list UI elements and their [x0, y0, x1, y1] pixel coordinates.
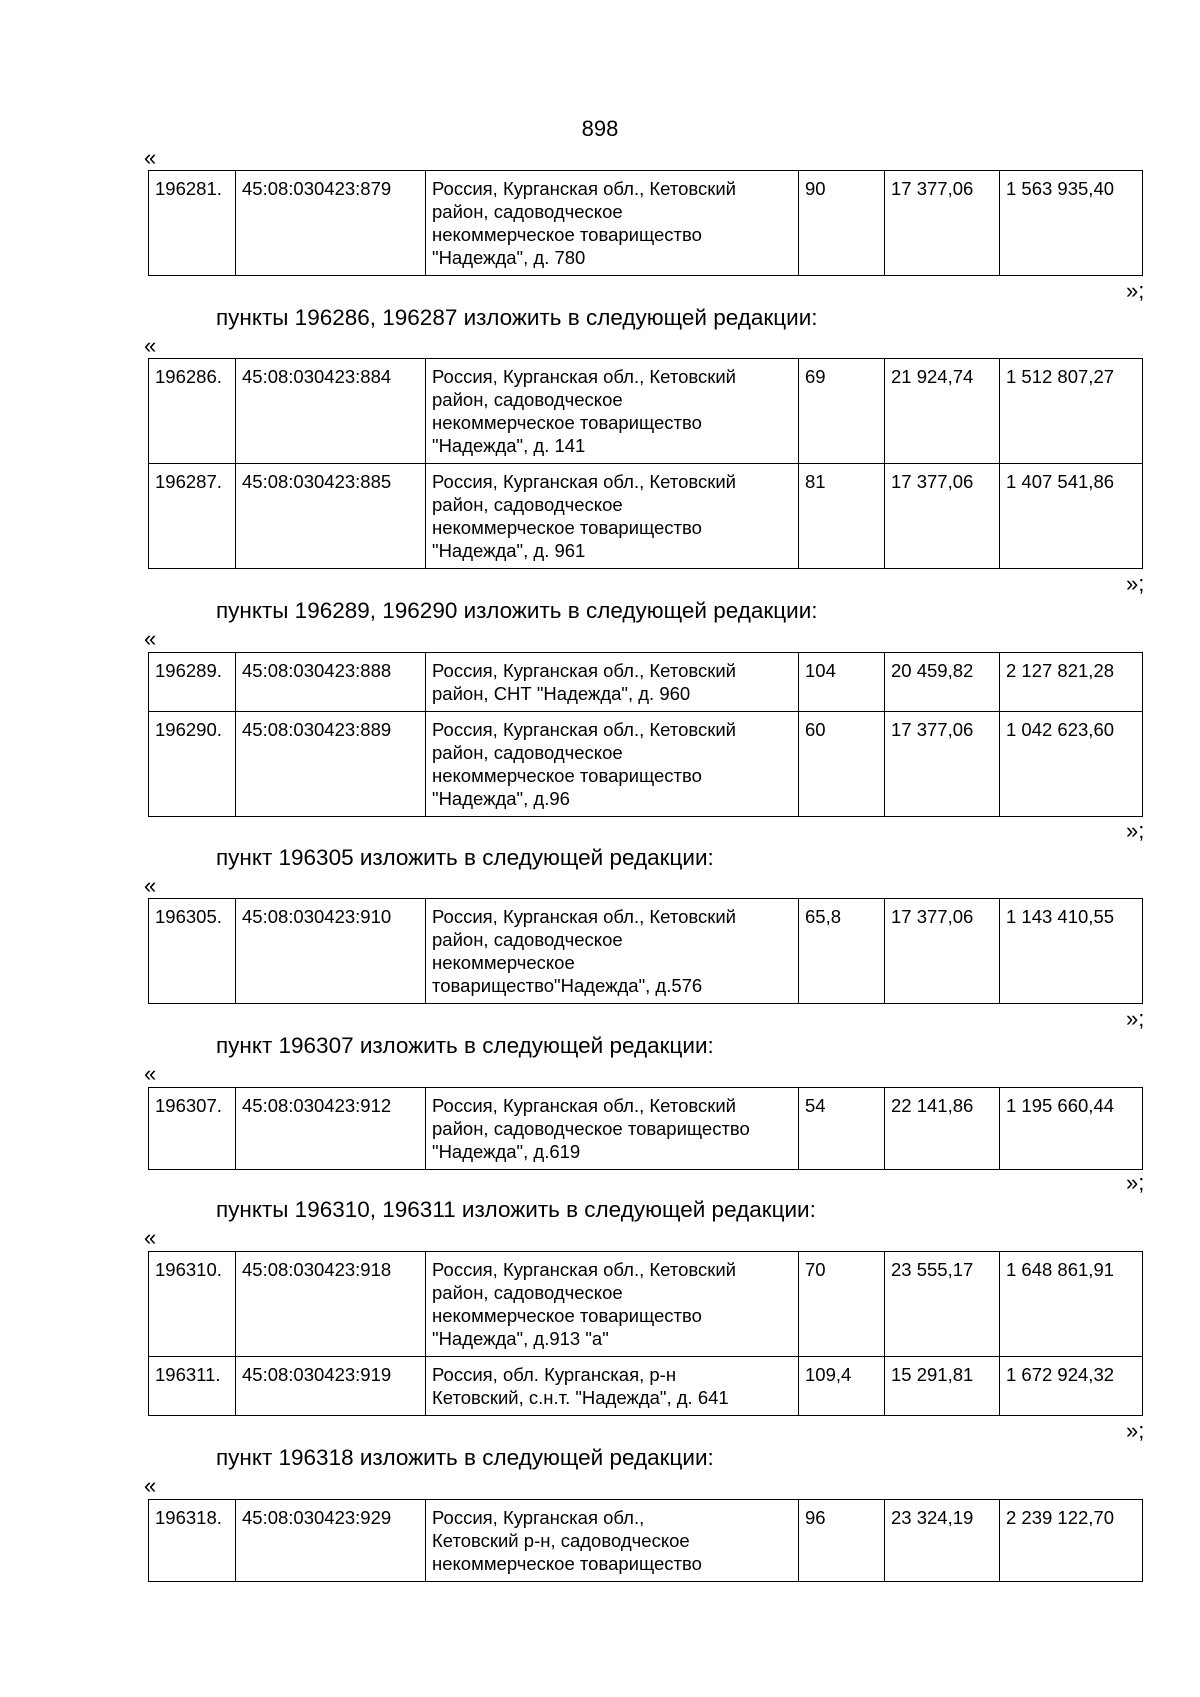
area: 90 — [799, 171, 885, 276]
address: Россия, Курганская обл., Кетовский район, садоводческое товарищество "Надежда", д.619 — [432, 1095, 750, 1162]
cadastral-value: 1 407 541,86 — [1000, 464, 1143, 569]
address: Россия, обл. Курганская, р-н Кетовский, с.н.т. "Надежда", д. 641 — [432, 1364, 729, 1408]
instruction-text: пункт 196307 изложить в следующей редакции: — [216, 1033, 714, 1058]
open-quote: « — [144, 873, 157, 898]
cadastral-value: 1 143 410,55 — [1000, 899, 1143, 1004]
area: 81 — [799, 464, 885, 569]
cadastral-number: 45:08:030423:918 — [236, 1252, 426, 1357]
row-number: 196290. — [149, 712, 236, 817]
row-number: 196287. — [149, 464, 236, 569]
price-per-unit: 23 555,17 — [885, 1252, 1000, 1357]
cadastral-number: 45:08:030423:884 — [236, 359, 426, 464]
area: 104 — [799, 653, 885, 712]
cadastral-number: 45:08:030423:910 — [236, 899, 426, 1004]
price-per-unit: 23 324,19 — [885, 1500, 1000, 1582]
register-table — [148, 652, 1143, 817]
row-number: 196311. — [149, 1357, 236, 1416]
table-row — [149, 712, 1143, 817]
price-per-unit: 20 459,82 — [885, 653, 1000, 712]
cadastral-value: 1 042 623,60 — [1000, 712, 1143, 817]
instruction-text: пункт 196305 изложить в следующей редакции: — [216, 845, 714, 870]
table-row — [149, 359, 1143, 464]
row-number: 196286. — [149, 359, 236, 464]
area: 70 — [799, 1252, 885, 1357]
table-row — [149, 1252, 1143, 1357]
register-table — [148, 170, 1143, 276]
row-number: 196310. — [149, 1252, 236, 1357]
open-quote: « — [144, 626, 157, 651]
row-number: 196281. — [149, 171, 236, 276]
cadastral-value: 2 239 122,70 — [1000, 1500, 1143, 1582]
row-number: 196305. — [149, 899, 236, 1004]
page-number: 898 — [581, 116, 619, 141]
table-row — [149, 899, 1143, 1004]
area: 96 — [799, 1500, 885, 1582]
row-number: 196318. — [149, 1500, 236, 1582]
open-quote: « — [144, 1225, 157, 1250]
register-table — [148, 1499, 1143, 1582]
cadastral-number: 45:08:030423:889 — [236, 712, 426, 817]
cadastral-number: 45:08:030423:919 — [236, 1357, 426, 1416]
register-table — [148, 358, 1143, 569]
open-quote: « — [144, 1061, 157, 1086]
close-quote: »; — [1126, 1006, 1145, 1031]
address: Россия, Курганская обл., Кетовский район, садоводческое некоммерческое товарищество "Надежда", д. 961 — [432, 471, 737, 561]
cadastral-number: 45:08:030423:879 — [236, 171, 426, 276]
row-number: 196307. — [149, 1088, 236, 1170]
cadastral-value: 1 648 861,91 — [1000, 1252, 1143, 1357]
price-per-unit: 15 291,81 — [885, 1357, 1000, 1416]
price-per-unit: 17 377,06 — [885, 712, 1000, 817]
address: Россия, Курганская обл., Кетовский р-н, садоводческое некоммерческое товарищество — [432, 1507, 702, 1574]
close-quote: »; — [1126, 818, 1145, 843]
table-row — [149, 1357, 1143, 1416]
table-row — [149, 653, 1143, 712]
instruction-text: пункты 196310, 196311 изложить в следующей редакции: — [216, 1197, 816, 1222]
row-number: 196289. — [149, 653, 236, 712]
cadastral-number: 45:08:030423:885 — [236, 464, 426, 569]
close-quote: »; — [1126, 571, 1145, 596]
table-row — [149, 464, 1143, 569]
price-per-unit: 17 377,06 — [885, 171, 1000, 276]
price-per-unit: 22 141,86 — [885, 1088, 1000, 1170]
cadastral-number: 45:08:030423:912 — [236, 1088, 426, 1170]
price-per-unit: 17 377,06 — [885, 899, 1000, 1004]
close-quote: »; — [1126, 278, 1145, 303]
cadastral-value: 1 563 935,40 — [1000, 171, 1143, 276]
close-quote: »; — [1126, 1418, 1145, 1443]
open-quote: « — [144, 333, 157, 358]
cadastral-number: 45:08:030423:888 — [236, 653, 426, 712]
table-row — [149, 171, 1143, 276]
area: 60 — [799, 712, 885, 817]
close-quote: »; — [1126, 1170, 1145, 1195]
register-table — [148, 898, 1143, 1004]
price-per-unit: 21 924,74 — [885, 359, 1000, 464]
open-quote: « — [144, 145, 157, 170]
area: 65,8 — [799, 899, 885, 1004]
instruction-text: пункт 196318 изложить в следующей редакции: — [216, 1445, 714, 1470]
cadastral-number: 45:08:030423:929 — [236, 1500, 426, 1582]
area: 69 — [799, 359, 885, 464]
address: Россия, Курганская обл., Кетовский район, садоводческое некоммерческое товарищество "Надежда", д. 780 — [432, 178, 737, 268]
area: 109,4 — [799, 1357, 885, 1416]
address: Россия, Курганская обл., Кетовский район, садоводческое некоммерческое товарищество "Надежда", д.96 — [432, 719, 737, 809]
cadastral-value: 1 512 807,27 — [1000, 359, 1143, 464]
cadastral-value: 2 127 821,28 — [1000, 653, 1143, 712]
table-row — [149, 1088, 1143, 1170]
address: Россия, Курганская обл., Кетовский район, садоводческое некоммерческое товарищество "Надежда", д.913 "а" — [432, 1259, 737, 1349]
instruction-text: пункты 196289, 196290 изложить в следующей редакции: — [216, 598, 818, 623]
table-row — [149, 1500, 1143, 1582]
cadastral-value: 1 672 924,32 — [1000, 1357, 1143, 1416]
open-quote: « — [144, 1473, 157, 1498]
area: 54 — [799, 1088, 885, 1170]
register-table — [148, 1251, 1143, 1416]
address: Россия, Курганская обл., Кетовский район, садоводческое некоммерческое товарищество"Надежда", д.576 — [432, 906, 737, 996]
cadastral-value: 1 195 660,44 — [1000, 1088, 1143, 1170]
register-table — [148, 1087, 1143, 1170]
instruction-text: пункты 196286, 196287 изложить в следующей редакции: — [216, 305, 818, 330]
address: Россия, Курганская обл., Кетовский район, СНТ "Надежда", д. 960 — [432, 660, 737, 704]
address: Россия, Курганская обл., Кетовский район, садоводческое некоммерческое товарищество "Надежда", д. 141 — [432, 366, 737, 456]
price-per-unit: 17 377,06 — [885, 464, 1000, 569]
